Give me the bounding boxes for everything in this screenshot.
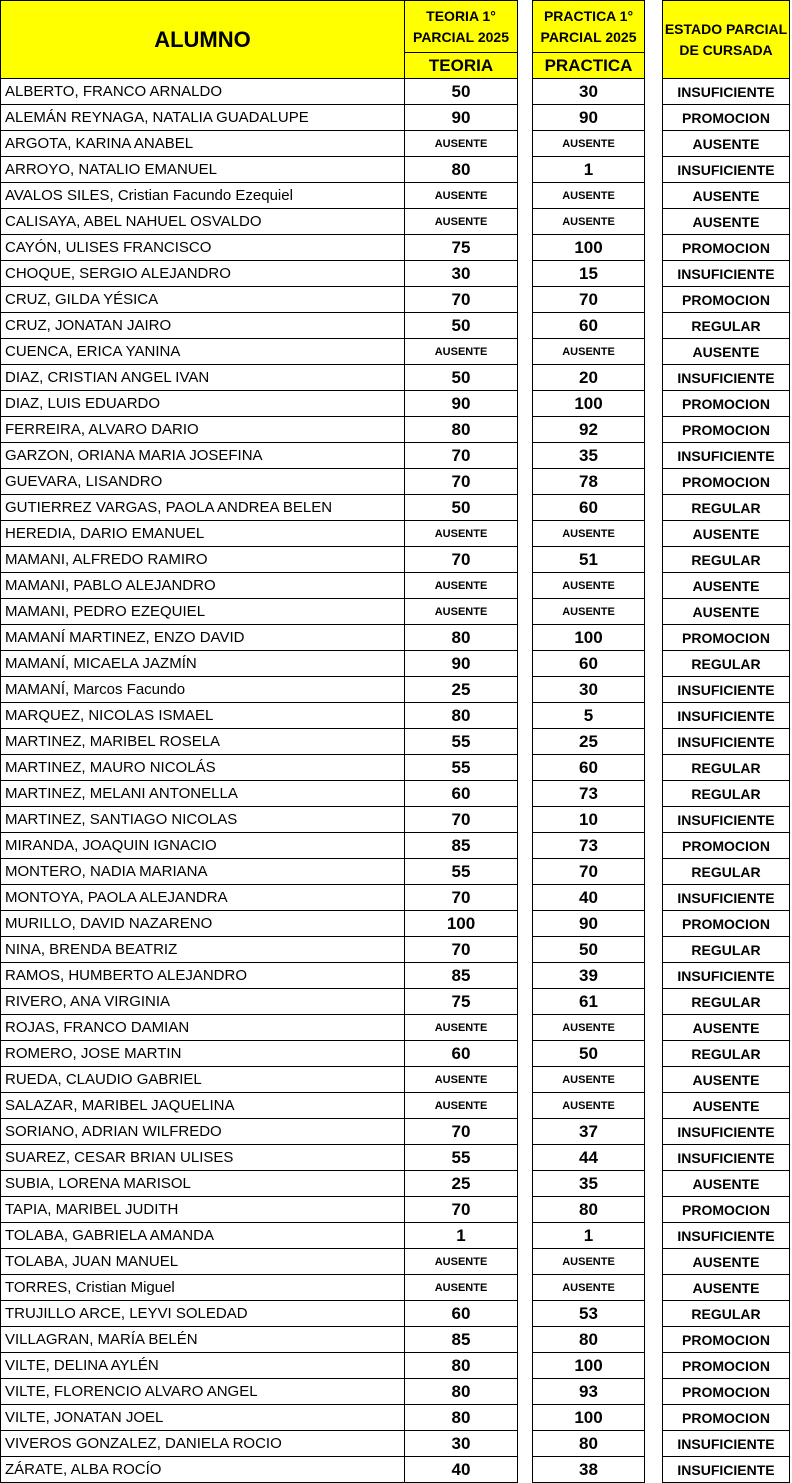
teoria-score: 90 xyxy=(405,391,518,417)
teoria-score: AUSENTE xyxy=(405,1015,518,1041)
estado-status: AUSENTE xyxy=(662,183,790,209)
student-name: SORIANO, ADRIAN WILFREDO xyxy=(0,1119,405,1145)
practica-score: 80 xyxy=(532,1197,645,1223)
teoria-score: 80 xyxy=(405,625,518,651)
teoria-score: AUSENTE xyxy=(405,209,518,235)
practica-score: 100 xyxy=(532,1353,645,1379)
practica-score: 100 xyxy=(532,625,645,651)
student-name: CUENCA, ERICA YANINA xyxy=(0,339,405,365)
practica-score: AUSENTE xyxy=(532,1275,645,1301)
teoria-score: 55 xyxy=(405,729,518,755)
practica-score: 15 xyxy=(532,261,645,287)
student-name: GUEVARA, LISANDRO xyxy=(0,469,405,495)
practica-score: 80 xyxy=(532,1327,645,1353)
teoria-score: 30 xyxy=(405,261,518,287)
practica-score: 73 xyxy=(532,781,645,807)
estado-status: PROMOCION xyxy=(662,625,790,651)
estado-status: INSUFICIENTE xyxy=(662,729,790,755)
estado-status: AUSENTE xyxy=(662,1067,790,1093)
estado-status: INSUFICIENTE xyxy=(662,1431,790,1457)
estado-status: REGULAR xyxy=(662,651,790,677)
estado-status: INSUFICIENTE xyxy=(662,157,790,183)
practica-score: 60 xyxy=(532,495,645,521)
teoria-score: 40 xyxy=(405,1457,518,1483)
student-name: MARTINEZ, MAURO NICOLÁS xyxy=(0,755,405,781)
estado-status: REGULAR xyxy=(662,755,790,781)
estado-status: INSUFICIENTE xyxy=(662,677,790,703)
teoria-score: AUSENTE xyxy=(405,131,518,157)
teoria-score: 70 xyxy=(405,469,518,495)
practica-score: 100 xyxy=(532,235,645,261)
estado-status: AUSENTE xyxy=(662,1171,790,1197)
teoria-score: AUSENTE xyxy=(405,573,518,599)
student-name: CALISAYA, ABEL NAHUEL OSVALDO xyxy=(0,209,405,235)
teoria-score: 85 xyxy=(405,833,518,859)
practica-score: 60 xyxy=(532,313,645,339)
header-alumno: ALUMNO xyxy=(0,0,405,79)
student-name: VILLAGRAN, MARÍA BELÉN xyxy=(0,1327,405,1353)
student-name: VILTE, FLORENCIO ALVARO ANGEL xyxy=(0,1379,405,1405)
header-practica-sub: PRACTICA xyxy=(532,53,645,79)
teoria-score: 100 xyxy=(405,911,518,937)
estado-status: AUSENTE xyxy=(662,599,790,625)
estado-status: REGULAR xyxy=(662,937,790,963)
teoria-score: AUSENTE xyxy=(405,339,518,365)
teoria-score: AUSENTE xyxy=(405,521,518,547)
estado-status: AUSENTE xyxy=(662,573,790,599)
teoria-score: 80 xyxy=(405,1379,518,1405)
student-name: TAPIA, MARIBEL JUDITH xyxy=(0,1197,405,1223)
practica-score: AUSENTE xyxy=(532,1093,645,1119)
student-name: VIVEROS GONZALEZ, DANIELA ROCIO xyxy=(0,1431,405,1457)
student-name: MARTINEZ, MELANI ANTONELLA xyxy=(0,781,405,807)
teoria-score: 55 xyxy=(405,755,518,781)
practica-score: 61 xyxy=(532,989,645,1015)
practica-score: 100 xyxy=(532,1405,645,1431)
header-estado: ESTADO PARCIAL DE CURSADA xyxy=(662,0,790,79)
teoria-score: 50 xyxy=(405,313,518,339)
practica-score: 50 xyxy=(532,1041,645,1067)
practica-score: AUSENTE xyxy=(532,521,645,547)
estado-status: INSUFICIENTE xyxy=(662,79,790,105)
practica-score: 51 xyxy=(532,547,645,573)
estado-status: PROMOCION xyxy=(662,1353,790,1379)
estado-status: PROMOCION xyxy=(662,1405,790,1431)
estado-status: AUSENTE xyxy=(662,1093,790,1119)
practica-score: 92 xyxy=(532,417,645,443)
student-name: HEREDIA, DARIO EMANUEL xyxy=(0,521,405,547)
teoria-score: 55 xyxy=(405,1145,518,1171)
practica-score: 30 xyxy=(532,79,645,105)
estado-status: INSUFICIENTE xyxy=(662,1457,790,1483)
student-name: ROJAS, FRANCO DAMIAN xyxy=(0,1015,405,1041)
student-name: MAMANÍ MARTINEZ, ENZO DAVID xyxy=(0,625,405,651)
practica-score: 1 xyxy=(532,1223,645,1249)
practica-score: 100 xyxy=(532,391,645,417)
estado-status: INSUFICIENTE xyxy=(662,261,790,287)
header-teoria-title: TEORIA 1° PARCIAL 2025 xyxy=(405,0,518,53)
teoria-score: 90 xyxy=(405,651,518,677)
teoria-score: 60 xyxy=(405,1041,518,1067)
teoria-score: 75 xyxy=(405,235,518,261)
teoria-score: 50 xyxy=(405,495,518,521)
student-name: MARQUEZ, NICOLAS ISMAEL xyxy=(0,703,405,729)
practica-score: 35 xyxy=(532,1171,645,1197)
practica-score: 70 xyxy=(532,287,645,313)
student-name: VILTE, JONATAN JOEL xyxy=(0,1405,405,1431)
student-name: RUEDA, CLAUDIO GABRIEL xyxy=(0,1067,405,1093)
estado-status: PROMOCION xyxy=(662,235,790,261)
estado-status: REGULAR xyxy=(662,495,790,521)
teoria-score: 50 xyxy=(405,365,518,391)
practica-score: 90 xyxy=(532,911,645,937)
estado-status: REGULAR xyxy=(662,547,790,573)
estado-status: PROMOCION xyxy=(662,1197,790,1223)
teoria-score: 80 xyxy=(405,1353,518,1379)
teoria-score: 1 xyxy=(405,1223,518,1249)
teoria-score: 70 xyxy=(405,885,518,911)
student-name: FERREIRA, ALVARO DARIO xyxy=(0,417,405,443)
practica-score: 40 xyxy=(532,885,645,911)
estado-status: INSUFICIENTE xyxy=(662,443,790,469)
student-name: MAMANÍ, Marcos Facundo xyxy=(0,677,405,703)
teoria-score: 80 xyxy=(405,157,518,183)
teoria-score: 25 xyxy=(405,677,518,703)
teoria-score: 60 xyxy=(405,781,518,807)
teoria-score: AUSENTE xyxy=(405,1275,518,1301)
practica-score: 25 xyxy=(532,729,645,755)
student-name: MIRANDA, JOAQUIN IGNACIO xyxy=(0,833,405,859)
practica-score: AUSENTE xyxy=(532,131,645,157)
teoria-score: 70 xyxy=(405,807,518,833)
teoria-score: AUSENTE xyxy=(405,1249,518,1275)
teoria-score: 25 xyxy=(405,1171,518,1197)
teoria-score: AUSENTE xyxy=(405,599,518,625)
practica-score: 37 xyxy=(532,1119,645,1145)
practica-score: 35 xyxy=(532,443,645,469)
student-name: TRUJILLO ARCE, LEYVI SOLEDAD xyxy=(0,1301,405,1327)
estado-status: AUSENTE xyxy=(662,339,790,365)
student-name: MURILLO, DAVID NAZARENO xyxy=(0,911,405,937)
student-name: ARROYO, NATALIO EMANUEL xyxy=(0,157,405,183)
teoria-score: 70 xyxy=(405,443,518,469)
teoria-score: 70 xyxy=(405,1197,518,1223)
practica-score: 70 xyxy=(532,859,645,885)
student-name: CHOQUE, SERGIO ALEJANDRO xyxy=(0,261,405,287)
teoria-score: 30 xyxy=(405,1431,518,1457)
estado-status: REGULAR xyxy=(662,781,790,807)
teoria-score: 70 xyxy=(405,937,518,963)
student-name: GUTIERREZ VARGAS, PAOLA ANDREA BELEN xyxy=(0,495,405,521)
practica-score: 39 xyxy=(532,963,645,989)
practica-score: 30 xyxy=(532,677,645,703)
estado-status: PROMOCION xyxy=(662,287,790,313)
student-name: ZÁRATE, ALBA ROCÍO xyxy=(0,1457,405,1483)
header-practica-title: PRACTICA 1° PARCIAL 2025 xyxy=(532,0,645,53)
student-name: MAMANÍ, MICAELA JAZMÍN xyxy=(0,651,405,677)
estado-status: PROMOCION xyxy=(662,1379,790,1405)
estado-status: AUSENTE xyxy=(662,1275,790,1301)
student-name: TOLABA, GABRIELA AMANDA xyxy=(0,1223,405,1249)
student-name: MAMANI, ALFREDO RAMIRO xyxy=(0,547,405,573)
practica-score: AUSENTE xyxy=(532,1067,645,1093)
estado-status: PROMOCION xyxy=(662,391,790,417)
estado-status: REGULAR xyxy=(662,1041,790,1067)
practica-score: AUSENTE xyxy=(532,183,645,209)
teoria-score: 50 xyxy=(405,79,518,105)
practica-score: AUSENTE xyxy=(532,209,645,235)
practica-score: 73 xyxy=(532,833,645,859)
estado-status: PROMOCION xyxy=(662,105,790,131)
estado-status: REGULAR xyxy=(662,313,790,339)
student-name: MAMANI, PEDRO EZEQUIEL xyxy=(0,599,405,625)
student-name: DIAZ, LUIS EDUARDO xyxy=(0,391,405,417)
teoria-score: 75 xyxy=(405,989,518,1015)
estado-status: INSUFICIENTE xyxy=(662,703,790,729)
teoria-score: AUSENTE xyxy=(405,1067,518,1093)
estado-status: PROMOCION xyxy=(662,911,790,937)
practica-score: AUSENTE xyxy=(532,599,645,625)
teoria-score: 80 xyxy=(405,417,518,443)
student-name: SALAZAR, MARIBEL JAQUELINA xyxy=(0,1093,405,1119)
practica-score: 38 xyxy=(532,1457,645,1483)
student-name: TORRES, Cristian Miguel xyxy=(0,1275,405,1301)
student-name: CAYÓN, ULISES FRANCISCO xyxy=(0,235,405,261)
student-name: ARGOTA, KARINA ANABEL xyxy=(0,131,405,157)
practica-score: AUSENTE xyxy=(532,1015,645,1041)
student-name: SUAREZ, CESAR BRIAN ULISES xyxy=(0,1145,405,1171)
student-name: VILTE, DELINA AYLÉN xyxy=(0,1353,405,1379)
estado-status: AUSENTE xyxy=(662,1249,790,1275)
student-name: GARZON, ORIANA MARIA JOSEFINA xyxy=(0,443,405,469)
student-name: CRUZ, GILDA YÉSICA xyxy=(0,287,405,313)
practica-score: 60 xyxy=(532,755,645,781)
teoria-score: 80 xyxy=(405,703,518,729)
practica-score: 10 xyxy=(532,807,645,833)
practica-score: AUSENTE xyxy=(532,573,645,599)
practica-score: 1 xyxy=(532,157,645,183)
practica-score: 44 xyxy=(532,1145,645,1171)
estado-status: PROMOCION xyxy=(662,469,790,495)
estado-status: INSUFICIENTE xyxy=(662,1119,790,1145)
student-name: TOLABA, JUAN MANUEL xyxy=(0,1249,405,1275)
teoria-score: 55 xyxy=(405,859,518,885)
student-name: MARTINEZ, SANTIAGO NICOLAS xyxy=(0,807,405,833)
teoria-score: 70 xyxy=(405,1119,518,1145)
estado-status: PROMOCION xyxy=(662,1327,790,1353)
practica-score: AUSENTE xyxy=(532,339,645,365)
student-name: RIVERO, ANA VIRGINIA xyxy=(0,989,405,1015)
teoria-score: 70 xyxy=(405,547,518,573)
estado-status: PROMOCION xyxy=(662,833,790,859)
estado-status: INSUFICIENTE xyxy=(662,365,790,391)
student-name: ALEMÁN REYNAGA, NATALIA GUADALUPE xyxy=(0,105,405,131)
estado-status: REGULAR xyxy=(662,859,790,885)
practica-score: 80 xyxy=(532,1431,645,1457)
student-name: NINA, BRENDA BEATRIZ xyxy=(0,937,405,963)
practica-score: 5 xyxy=(532,703,645,729)
teoria-score: 60 xyxy=(405,1301,518,1327)
practica-score: 90 xyxy=(532,105,645,131)
practica-score: 60 xyxy=(532,651,645,677)
estado-status: INSUFICIENTE xyxy=(662,807,790,833)
estado-status: REGULAR xyxy=(662,1301,790,1327)
estado-status: AUSENTE xyxy=(662,1015,790,1041)
estado-status: INSUFICIENTE xyxy=(662,1223,790,1249)
practica-score: 50 xyxy=(532,937,645,963)
estado-status: INSUFICIENTE xyxy=(662,963,790,989)
teoria-score: 85 xyxy=(405,1327,518,1353)
teoria-score: 90 xyxy=(405,105,518,131)
student-name: SUBIA, LORENA MARISOL xyxy=(0,1171,405,1197)
estado-status: AUSENTE xyxy=(662,131,790,157)
student-name: RAMOS, HUMBERTO ALEJANDRO xyxy=(0,963,405,989)
teoria-score: 85 xyxy=(405,963,518,989)
teoria-score: AUSENTE xyxy=(405,1093,518,1119)
practica-score: 53 xyxy=(532,1301,645,1327)
student-name: ROMERO, JOSE MARTIN xyxy=(0,1041,405,1067)
practica-score: 93 xyxy=(532,1379,645,1405)
student-name: ALBERTO, FRANCO ARNALDO xyxy=(0,79,405,105)
estado-status: INSUFICIENTE xyxy=(662,1145,790,1171)
estado-status: AUSENTE xyxy=(662,209,790,235)
estado-status: PROMOCION xyxy=(662,417,790,443)
student-name: MONTERO, NADIA MARIANA xyxy=(0,859,405,885)
practica-score: AUSENTE xyxy=(532,1249,645,1275)
teoria-score: AUSENTE xyxy=(405,183,518,209)
student-name: DIAZ, CRISTIAN ANGEL IVAN xyxy=(0,365,405,391)
student-name: MARTINEZ, MARIBEL ROSELA xyxy=(0,729,405,755)
practica-score: 20 xyxy=(532,365,645,391)
estado-status: AUSENTE xyxy=(662,521,790,547)
student-name: AVALOS SILES, Cristian Facundo Ezequiel xyxy=(0,183,405,209)
header-teoria-sub: TEORIA xyxy=(405,53,518,79)
practica-score: 78 xyxy=(532,469,645,495)
student-name: MONTOYA, PAOLA ALEJANDRA xyxy=(0,885,405,911)
estado-status: REGULAR xyxy=(662,989,790,1015)
teoria-score: 80 xyxy=(405,1405,518,1431)
student-name: CRUZ, JONATAN JAIRO xyxy=(0,313,405,339)
teoria-score: 70 xyxy=(405,287,518,313)
student-name: MAMANI, PABLO ALEJANDRO xyxy=(0,573,405,599)
estado-status: INSUFICIENTE xyxy=(662,885,790,911)
